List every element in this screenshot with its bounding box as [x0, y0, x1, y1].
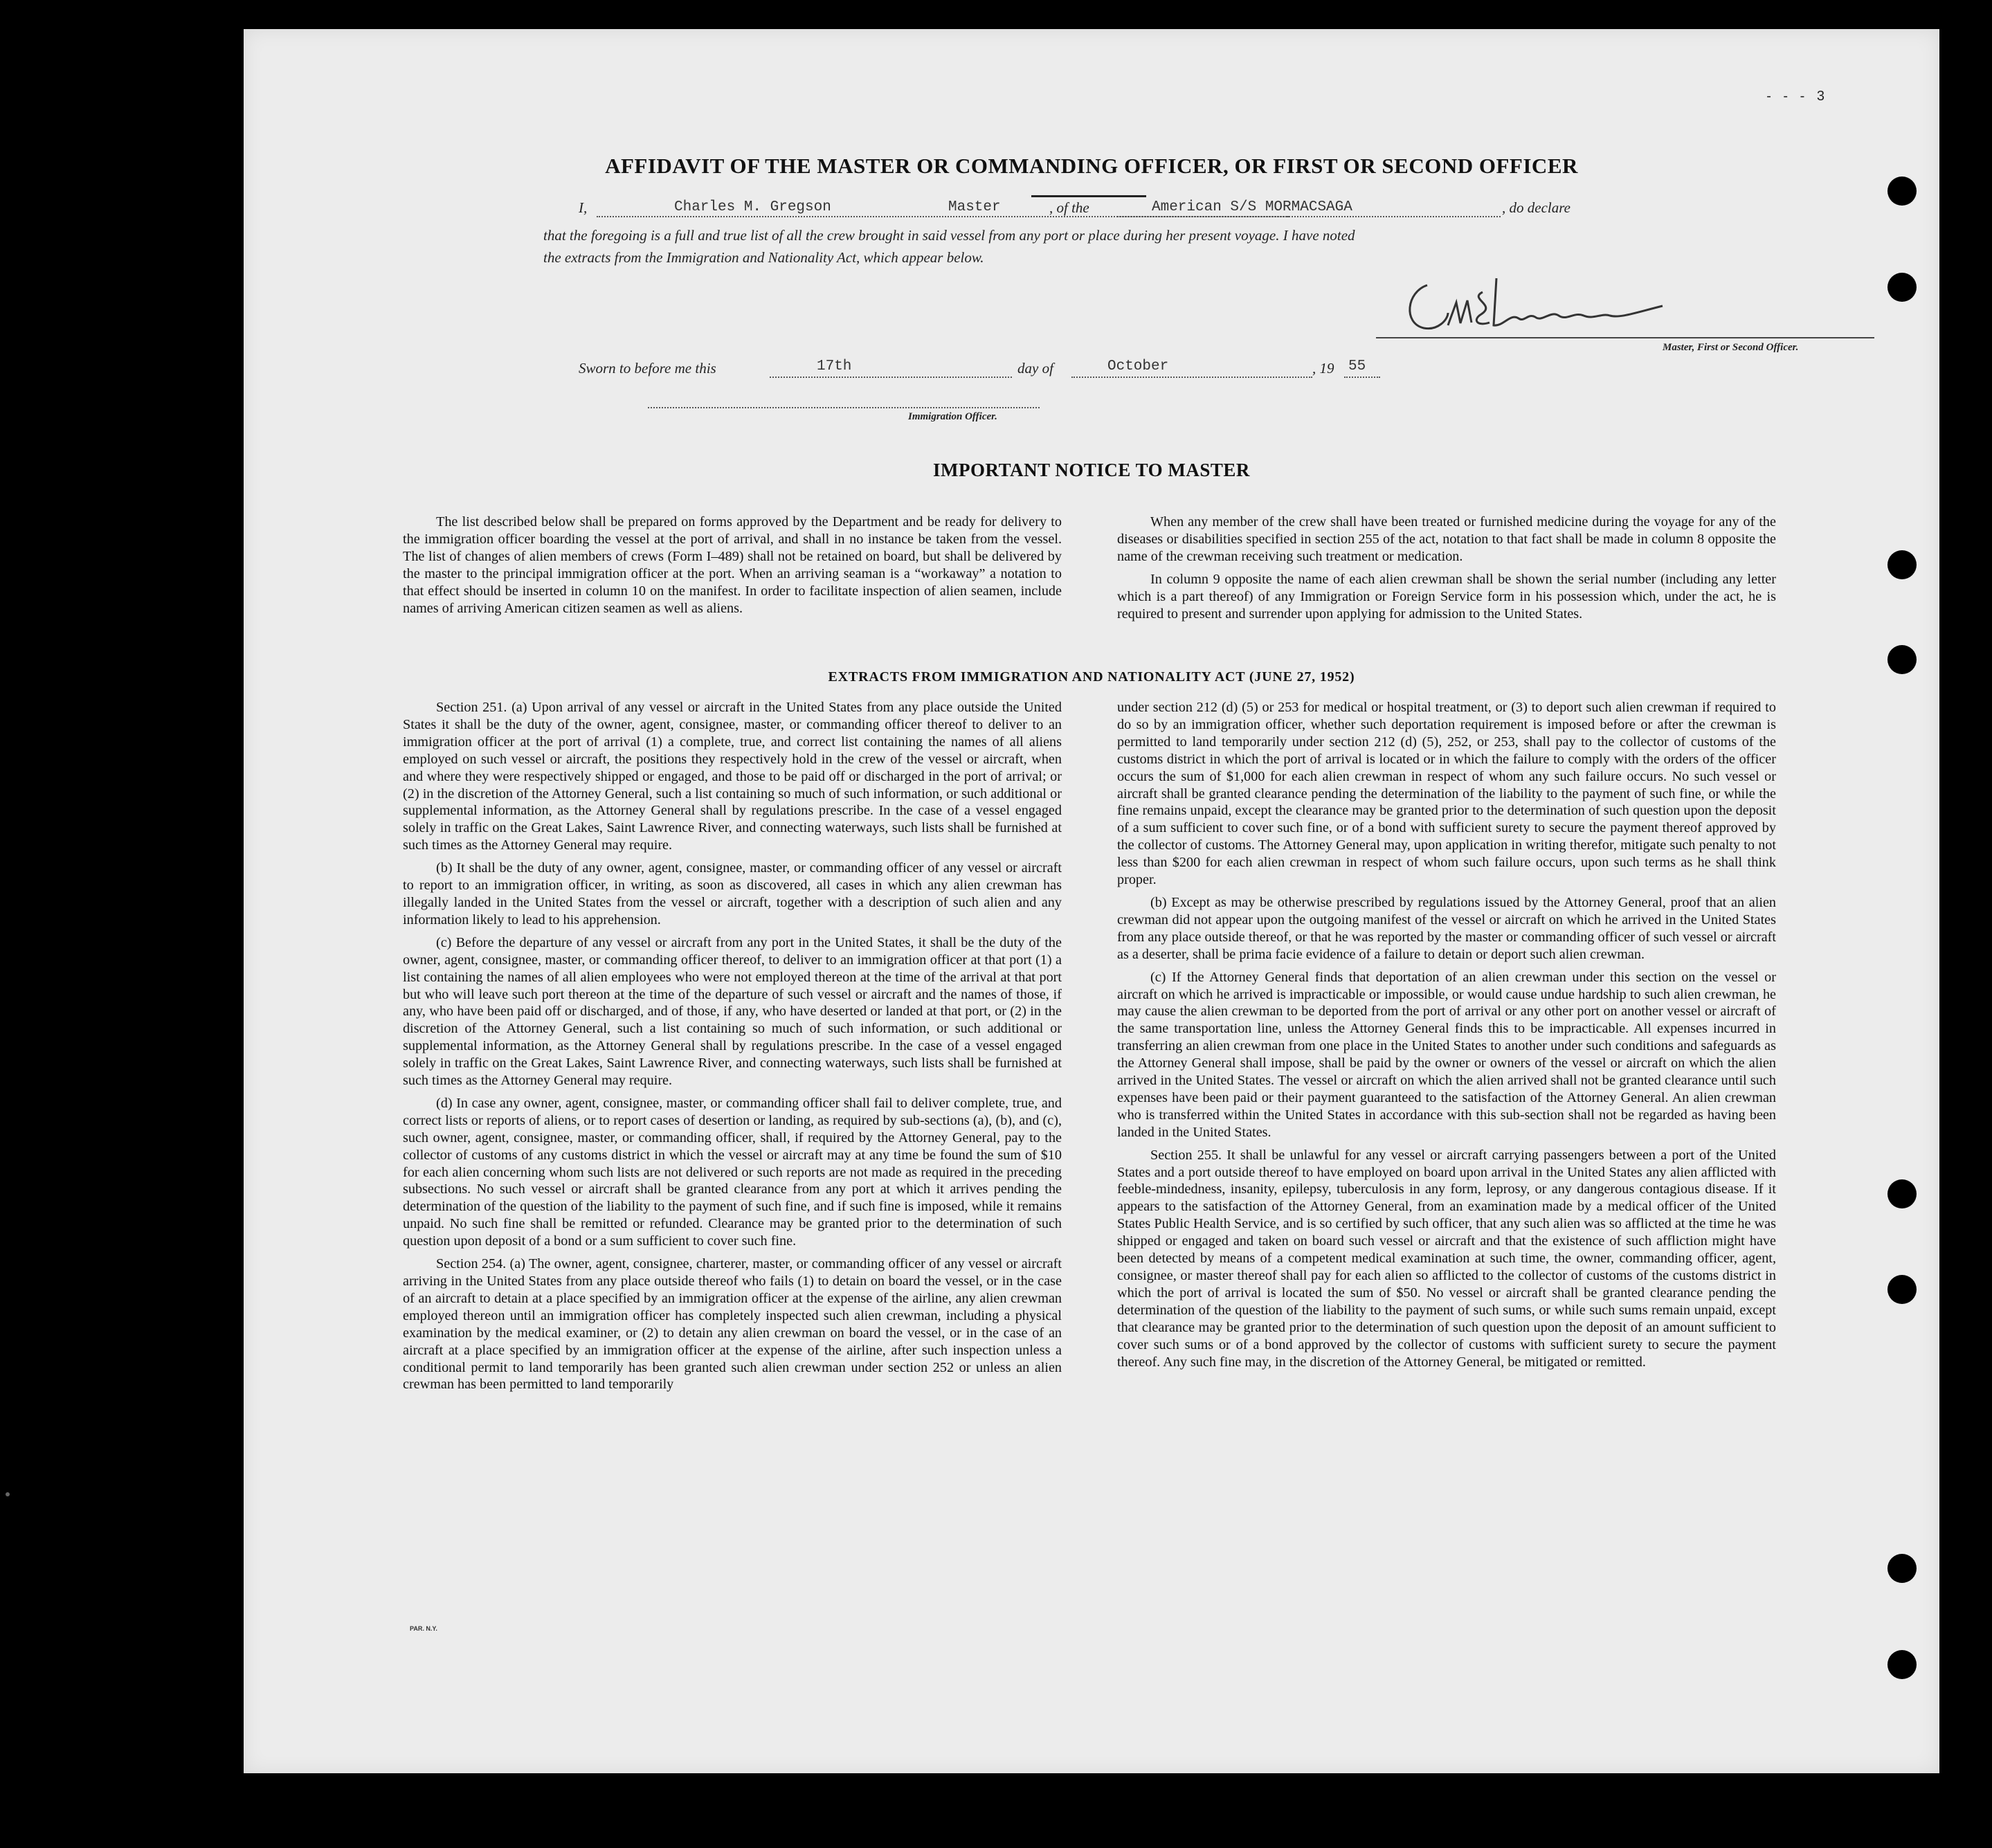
signature-line: [1376, 337, 1874, 338]
notice-left-paragraph: The list described below shall be prepared on forms approved by the Department and be ready for delivery to the immigration officer boarding the vessel at the port of arrival, and shall in no instance be taken from the vessel. The list of changes of alien members of crews (Form I–489) shall not be retained on board, but shall be delivered by the master to the principal immigration officer at the port. When an arriving seaman is a “workaway” a notation to that effect should be inserted in column 10 on the manifest. In order to facilitate inspection of alien seamen, include names of arriving American citizen seamen as well as aliens.: [403, 514, 1062, 616]
section-255: Section 255. It shall be unlawful for any vessel or aircraft carrying passengers between a port of the United States and a port outside thereof to have employed on board upon arrival in the United States any alien afflicted with feeble-mindedness, insanity, epilepsy, tuberculosis in any form, leprosy, or any dangerous contagious disease. If it appears to the satisfaction of the Attorney General, from an examination made by a medical officer of the United States Public Health Service, and is so certified by such officer, that any such alien was so afflicted at the time he was shipped or engaged and taken on board such vessel or aircraft and that the existence of such affliction might have been detected by means of a competent medical examination at such time, the owner, commanding officer, agent, consignee, or master thereof shall pay for each alien so afflicted to the collector of customs of the customs district in which the port of arrival is located the sum of $50. No vessel or aircraft shall be granted clearance pending the determination of the question of the liability to the payment of such sums, or while such sums remain unpaid, except that clearance may be granted prior to the determination of such question upon the deposit of an amount sufficient to cover such sums or of a bond approved by the collector of customs with sufficient surety to secure the payment thereof. Any such fine may, in the discretion of the Attorney General, be mitigated or remitted.: [1117, 1147, 1776, 1370]
printer-mark: PAR. N.Y.: [410, 1625, 437, 1632]
affidavit-title: AFFIDAVIT OF THE MASTER OR COMMANDING OFFICER, OR FIRST OR SECOND OFFICER: [605, 154, 1578, 178]
year-prefix: , 19: [1312, 360, 1334, 377]
section-254c: (c) If the Attorney General finds that deportation of an alien crewman under this section on the vessel or aircraft on which he arrived is impracticable or impossible, or would cause undue hardship to such alien crewman, he may cause the alien crewman to be deported from the port of arrival or any other port on another vessel or aircraft of the same transportation line, unless the Attorney General finds this to be impracticable. All expenses incurred in transferring an alien crewman from one place in the United States to another under such conditions and safeguards as the Attorney General shall impose, shall be paid by the owner or owners of the vessel or aircraft on which the alien arrived in the United States. The vessel or aircraft on which the alien arrived shall not be granted clearance until such expenses have been paid or their payment guaranteed to the satisfaction of the Attorney General. An alien crewman who is transferred within the United States in accordance with this sub-section shall not be regarded as having been landed in the United States.: [1117, 969, 1776, 1140]
declaration-line-3: the extracts from the Immigration and Nationality Act, which appear below.: [543, 249, 984, 266]
immigration-officer-caption: Immigration Officer.: [908, 411, 997, 422]
declarant-name: Charles M. Gregson: [674, 199, 831, 215]
declaration-prefix: I,: [579, 199, 588, 216]
punch-hole-5: [1887, 1179, 1917, 1208]
notice-right-paragraph-2: In column 9 opposite the name of each alien crewman shall be shown the serial number (including any letter which is a part thereof) of any Immigration or Foreign Service form in his possession which, under the act, he is required to present and surrender upon applying for admission to the United States.: [1117, 571, 1776, 622]
punch-hole-3: [1887, 550, 1917, 579]
declaration-line-2: that the foregoing is a full and true list of all the crew brought in said vessel from any port or place during her present voyage. I have noted: [543, 227, 1355, 244]
section-254a: Section 254. (a) The owner, agent, consignee, charterer, master, or commanding officer of any vessel or aircraft arriving in the United States from any place outside thereof who fails (1) to detain on board the vessel, or in the case of an aircraft to detain at a place specified by an immigration officer at the expense of the airline, any alien crewman employed thereon until an immigration officer has completely inspected such alien crewman, including a physical examination by the medical examiner, or (2) to detain any alien crewman on board the vessel, or in the case of an aircraft at a place specified by an immigration officer at the expense of the airline, after such inspection unless a conditional permit to land temporarily has been granted such alien crewman under section 252 or unless an alien crewman has been permitted to land temporarily: [403, 1256, 1062, 1393]
vessel-name: American S/S MORMACSAGA: [1152, 199, 1352, 215]
section-251d: (d) In case any owner, agent, consignee, master, or commanding officer shall fail to deliver complete, true, and correct lists or reports of aliens, or to report cases of desertion or landing, as required by sub-sections (a), (b), and (c), such owner, agent, consignee, master, or commanding officer, shall, if required by the Attorney General, pay to the collector of customs of any customs district in which the vessel or aircraft may at any time be found the sum of $10 for each alien concerning whom such lists are not delivered or such reports are not made as required in the preceding subsections. No such vessel or aircraft shall be granted clearance from any port at which it arrives pending the determination of the question of the liability to the payment of such fine, and if such fine is imposed, while it remains unpaid. No such fine shall be remitted or refunded. Clearance may be granted prior to the determination of such question upon deposit of a bond or a sum sufficient to cover such fine.: [403, 1095, 1062, 1249]
extracts-right-column: [1117, 699, 1776, 1376]
sworn-prefix: Sworn to before me this: [579, 360, 716, 377]
immigration-officer-line: [648, 407, 1040, 408]
section-251c: (c) Before the departure of any vessel or aircraft from any port in the United States, it shall be the duty of the owner, agent, consignee, master, or commanding officer thereof, to deliver to an immigration officer at that port (1) a list containing the names of all alien employees who were not employed thereon at the time of the arrival at that port but who will leave such port thereon at the time of the departure of such vessel or aircraft and the names of those, if any, who have been paid off or discharged, and of those, if any, who have deserted or landed at that port, or (2) in the discretion of the Attorney General, such a list containing so much of such information, or such additional or supplemental information, as the Attorney General shall by regulations prescribe. In the case of a vessel engaged solely in traffic on the Great Lakes, Saint Lawrence River, and connecting waterways, such lists shall be furnished at such times as the Attorney General may require.: [403, 934, 1062, 1089]
year-underline: [1344, 377, 1380, 378]
vessel-underline: [1117, 216, 1501, 217]
notice-heading: IMPORTANT NOTICE TO MASTER: [933, 460, 1250, 480]
punch-hole-8: [1887, 1650, 1917, 1679]
day-of-label: day of: [1017, 360, 1053, 377]
corner-mark: - - - 3: [1766, 89, 1829, 104]
notice-right-paragraph-1: When any member of the crew shall have been treated or furnished medicine during the voyage for any of the diseases or disabilities specified in section 255 of the act, notation to that fact shall be made in column 8 opposite the name of the crewman receiving such treatment or medication.: [1117, 514, 1776, 564]
notice-right-column: [1117, 514, 1776, 628]
section-251a: Section 251. (a) Upon arrival of any vessel or aircraft in the United States from any place outside the United States it shall be the duty of the owner, agent, consignee, master, or commanding officer thereof to deliver to an immigration officer at the port of arrival (1) a complete, true, and correct list containing the names of all aliens employed on such vessel or aircraft, the positions they respectively hold in the crew of the vessel or aircraft, when and where they were respectively shipped or engaged, and those to be paid off or discharged in the port of arrival; or (2) in the discretion of the Attorney General, such a list containing so much of such information, or such additional or supplemental information, as the Attorney General shall by regulations prescribe. In the case of a vessel engaged solely in traffic on the Great Lakes, Saint Lawrence River, and connecting waterways, such lists shall be furnished at such times as the Attorney General may require.: [403, 700, 1062, 853]
extracts-heading: EXTRACTS FROM IMMIGRATION AND NATIONALITY ACT (JUNE 27, 1952): [828, 669, 1355, 685]
master-signature: [1400, 264, 1676, 341]
sworn-year: 55: [1348, 359, 1366, 374]
punch-hole-2: [1887, 273, 1917, 302]
punch-hole-6: [1887, 1275, 1917, 1304]
section-254b: (b) Except as may be otherwise prescribed by regulations issued by the Attorney General, proof that an alien crewman did not appear upon the outgoing manifest of the vessel or aircraft on which he arrived in the United States from any place outside thereof, or that he was reported by the master or commanding officer of such vessel or aircraft as a deserter, shall be prima facie evidence of a failure to detain or deport such alien crewman.: [1117, 894, 1776, 962]
month-underline: [1071, 377, 1312, 378]
punch-hole-1: [1887, 176, 1917, 206]
signature-caption: Master, First or Second Officer.: [1663, 342, 1799, 353]
title-underline: [1031, 195, 1146, 197]
document-page: [244, 29, 1939, 1773]
sworn-month: October: [1107, 359, 1169, 374]
section-254a-continued: under section 212 (d) (5) or 253 for medical or hospital treatment, or (3) to deport such alien crewman if required to do so by an immigration officer, whether such deportation requirement is imposed before or after the crewman is permitted to land temporarily under section 212 (d) (5), 252, or 253, shall pay to the collector of customs of the customs district in which the port of arrival is located or in which the failure to comply with the orders of the officer occurs the sum of $1,000 for each alien crewman in respect of whom any such failure occurs. No such vessel or aircraft shall be granted clearance pending the determination of the liability to the payment of such fine, or while the fine remains unpaid, except the clearance may be granted prior to the determination of such question upon the deposit of a sum sufficient to cover such fine, or of a bond with sufficient surety to secure the payment thereof approved by the collector of customs. The Attorney General may, upon application in writing therefor, mitigate such penalty to not less than $200 for each alien crewman in respect of whom such failure occurs, upon such terms as he shall think proper.: [1117, 700, 1776, 888]
punch-hole-7: [1887, 1554, 1917, 1583]
of-the-label: , of the: [1049, 199, 1089, 216]
do-declare-label: , do declare: [1502, 199, 1570, 216]
day-underline: [770, 377, 1012, 378]
extracts-left-column: [403, 699, 1062, 1399]
declarant-rank: Master: [948, 199, 1001, 215]
notice-left-column: [403, 514, 1062, 622]
sworn-day: 17th: [817, 359, 852, 374]
section-251b: (b) It shall be the duty of any owner, agent, consignee, master, or commanding officer of any vessel or aircraft to report to an immigration officer, in writing, as soon as discovered, all cases in which any alien crewman has illegally landed in the United States from the vessel or aircraft, together with a description of such alien and any information likely to lead to his apprehension.: [403, 860, 1062, 927]
edge-speck: [6, 1492, 10, 1496]
